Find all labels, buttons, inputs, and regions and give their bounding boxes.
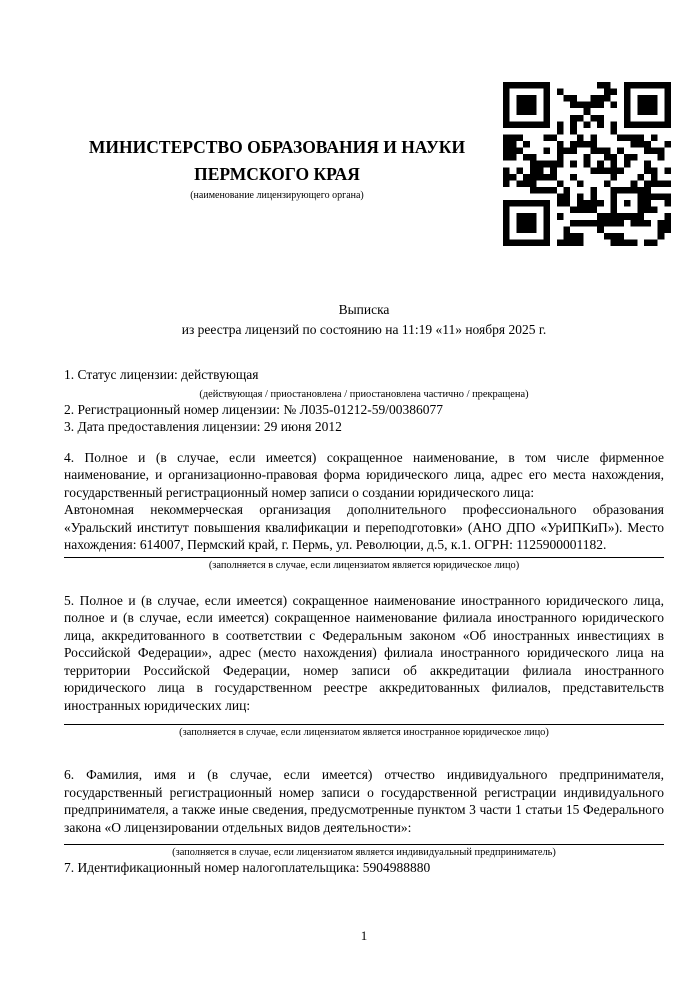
item-4-label: 4. Полное и (в случае, если имеется) сокращенное наименование, в том числе фирменное наименование, и организационно-правовая форма юридического лица, адрес его места нахождения, государственный регистрационный номер записи о создании юридического лица: [64, 449, 664, 500]
item-4-note: (заполняется в случае, если лицензиатом является юридическое лицо) [208, 559, 520, 571]
item-4-fill-line [64, 557, 664, 558]
item-4-licensee-details: Автономная некоммерческая организация дополнительного профессионального образования «Уральский институт повышения квалификации и переподготовки» (АНО ДПО «УрИПКиП»). Место нахождения: 614007, Пермский край, г. Пермь, ул. Революции, д.5, к.1. ОГРН: 1125900001182. [64, 502, 664, 552]
item-5-foreign-entity-block [64, 592, 664, 740]
item-6-note: (заполняется в случае, если лицензиатом является индивидуальный предприниматель) [172, 847, 556, 858]
item-7-taxpayer-number: 7. Идентификационный номер налогоплательщика: 5904988880 [64, 860, 431, 875]
item-2-registration-number: 2. Регистрационный номер лицензии: № Л035-01212-59/00386077 [64, 401, 444, 417]
item-5-fill-line [64, 724, 664, 725]
item-1-status-options-note: (действующая / приостановлена / приостановлена частично / прекращена) [199, 388, 529, 400]
item-5-empty-field [64, 714, 664, 724]
ministry-name-line1: МИНИСТЕРСТВО ОБРАЗОВАНИЯ И НАУКИ [88, 137, 466, 157]
item-5-label: 5. Полное и (в случае, если имеется) сокращенное наименование иностранного юридического лица, полное и (в случае, если имеется) сокращенное наименование филиала иностранного юридического лица, аккредитованного в соответствии с Федеральным законом «Об иностранных инвестициях в Российской Федерации», адрес (место нахождения) филиала иностранного юридического лица на территории Российской Федерации, номер записи об аккредитации филиала иностранного юридического лица в государственном реестре аккредитованных филиалов, представительств иностранных юридических лиц: [64, 592, 664, 713]
document-title [64, 300, 664, 340]
item-6-entrepreneur-block [64, 766, 664, 859]
item-6-empty-field [64, 836, 664, 844]
item-1-license-status: 1. Статус лицензии: действующая [64, 367, 259, 382]
qr-code-icon [503, 82, 671, 246]
item-5-note: (заполняется в случае, если лицензиатом является иностранное юридическое лицо) [179, 727, 549, 738]
title-line1: Выписка [338, 302, 390, 317]
ministry-name-line2: ПЕРМСКОГО КРАЯ [194, 164, 360, 184]
page-number: 1 [360, 928, 368, 943]
item-3-license-date: 3. Дата предоставления лицензии: 29 июня 2012 [64, 419, 342, 434]
document-header [64, 134, 490, 202]
item-6-fill-line [64, 844, 664, 845]
item-6-label: 6. Фамилия, имя и (в случае, если имеется) отчество индивидуального предпринимателя, государственный регистрационный номер записи о государственной регистрации индивидуального предпринимателя, а также иные сведения, предусмотренные пунктом 3 части 1 статьи 15 Федерального закона «О лицензировании отдельных видов деятельности»: [64, 767, 664, 835]
title-line2: из реестра лицензий по состоянию на 11:19 «11» ноября 2025 г. [181, 322, 547, 337]
item-4-legal-entity-block [64, 449, 664, 572]
licensing-authority-caption: (наименование лицензирующего органа) [190, 190, 364, 201]
document-body [64, 366, 664, 877]
